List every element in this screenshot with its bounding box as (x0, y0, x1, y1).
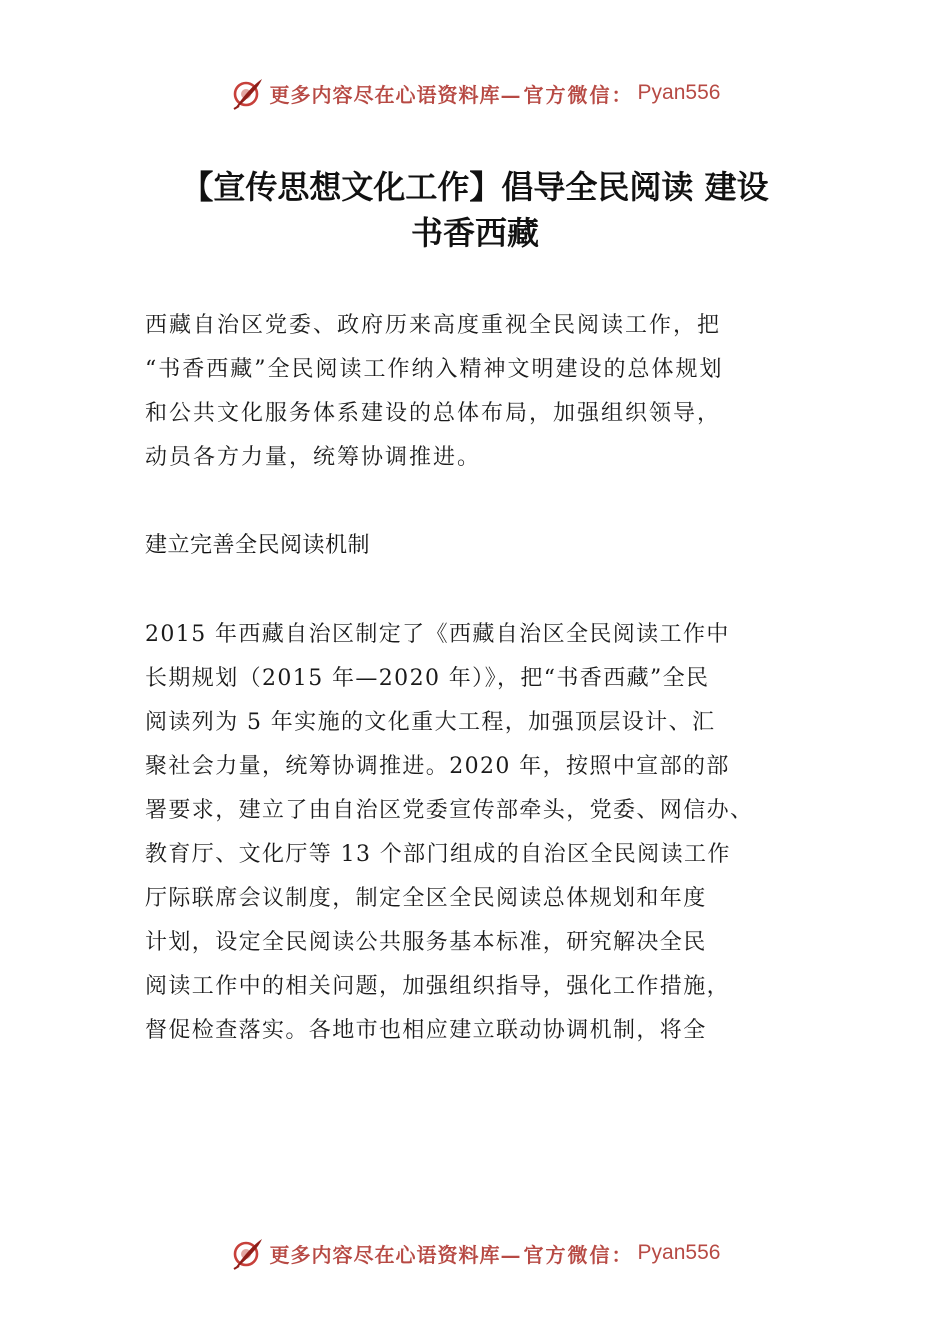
text-line: 动员各方力量，统筹协调推进。 (145, 445, 482, 470)
banner-site-text: 更多内容尽在心语资料库— (269, 1242, 522, 1267)
text-line: 计划，设定全民阅读公共服务基本标准，研究解决全民 (145, 930, 707, 955)
text-line: 阅读工作中的相关问题，加强组织指导，强化工作措施， (145, 974, 731, 999)
text-line: 阅读列为 5 年实施的文化重大工程，加强顶层设计、汇 (145, 710, 716, 735)
footer-banner (0, 1233, 950, 1273)
intro-paragraph (145, 304, 835, 480)
section-heading: 建立完善全民阅读机制 (145, 533, 371, 558)
text-line: “书香西藏”全民阅读工作纳入精神文明建设的总体规划 (145, 357, 724, 382)
text-line: 教育厅、文化厅等 13 个部门组成的自治区全民阅读工作 (145, 842, 731, 867)
banner-wechat-id: Pyan556 (637, 81, 721, 104)
text-line: 督促检查落实。各地市也相应建立联动协调机制，将全 (145, 1018, 707, 1043)
banner-wechat-label: 官方微信： (523, 82, 634, 107)
text-line: 和公共文化服务体系建设的总体布局，加强组织领导， (145, 401, 722, 426)
header-banner (0, 73, 950, 113)
banner-wechat-id: Pyan556 (637, 1241, 721, 1264)
text-line: 署要求，建立了由自治区党委宣传部牵头，党委、网信办、 (145, 798, 754, 823)
text-line: 西藏自治区党委、政府历来高度重视全民阅读工作，把 (145, 313, 722, 338)
title-line: 书香西藏 (410, 214, 539, 252)
banner-site-text: 更多内容尽在心语资料库— (269, 82, 522, 107)
text-line: 厅际联席会议制度，制定全区全民阅读总体规划和年度 (145, 886, 707, 911)
text-line: 聚社会力量，统筹协调推进。2020 年，按照中宣部的部 (145, 754, 730, 779)
body-paragraph (145, 613, 835, 1053)
text-line: 2015 年西藏自治区制定了《西藏自治区全民阅读工作中 (145, 622, 730, 647)
title-line: 【宣传思想文化工作】倡导全民阅读 建设 (181, 168, 769, 206)
banner-wechat-label: 官方微信： (523, 1242, 634, 1267)
document-title (130, 164, 820, 256)
text-line: 长期规划（2015 年—2020 年）》，把“书香西藏”全民 (145, 666, 710, 691)
quill-logo-icon (230, 76, 264, 110)
quill-logo-icon (230, 1236, 264, 1270)
